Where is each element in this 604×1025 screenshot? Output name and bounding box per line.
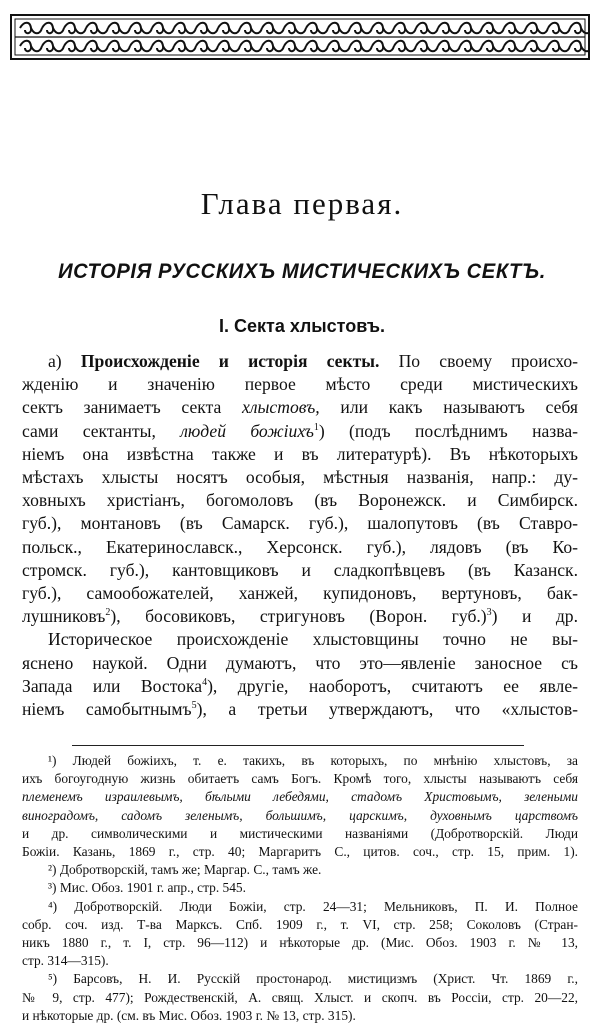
ornament-scroll bbox=[262, 23, 284, 34]
ornament-scroll bbox=[416, 23, 438, 34]
footnote-ref-4: 4 bbox=[202, 676, 208, 688]
ornament-scroll bbox=[350, 41, 372, 52]
footnote-line: собр. соч. изд. Т-ва Марксъ. Спб. 1909 г., т. VI, стр. 258; Соколовъ (Стран- bbox=[22, 916, 578, 932]
ornament-scroll bbox=[570, 23, 590, 34]
footnote-line: стр. 314—315). bbox=[22, 953, 109, 969]
ornament-scroll bbox=[20, 23, 42, 34]
ornament-scroll bbox=[152, 23, 174, 34]
ornament-scroll bbox=[196, 23, 218, 34]
ornament-scroll bbox=[86, 23, 108, 34]
ornament-scroll bbox=[482, 41, 504, 52]
ornament-scroll bbox=[350, 23, 372, 34]
ornament-scroll bbox=[42, 41, 64, 52]
ornament-scroll bbox=[240, 41, 262, 52]
ornament-scroll bbox=[328, 41, 350, 52]
ornament-scroll bbox=[262, 41, 284, 52]
footnote-line: ¹) Людей божіихъ, т. е. такихъ, въ которыхъ, по мнѣнію хлыстовъ, за bbox=[48, 753, 578, 768]
ornament-scroll bbox=[108, 23, 130, 34]
ornament-scroll bbox=[196, 41, 218, 52]
footnote-line: и нѣкоторые др. (см. въ Мис. Обоз. 1903 г. № 13, стр. 315). bbox=[22, 1007, 356, 1023]
ornament-scroll bbox=[438, 23, 460, 34]
text-line: яснено наукой. Одни думаютъ, что это—явленіе заносное съ bbox=[22, 652, 578, 673]
ornament-scroll bbox=[130, 23, 152, 34]
ornament-scroll bbox=[306, 41, 328, 52]
text-line: ховныхъ христіанъ, богомоловъ (въ Воронежск. и Симбирск. bbox=[22, 490, 578, 511]
main-text bbox=[22, 350, 578, 721]
ornament-scroll bbox=[328, 23, 350, 34]
ornament-scroll bbox=[504, 23, 526, 34]
text-line: ніемъ самобытнымъ$^5$), а третьи утверждаютъ, что «хлыстов- bbox=[22, 699, 578, 720]
footnote-ref-1: 1 bbox=[313, 421, 319, 433]
ornament-scroll bbox=[504, 41, 526, 52]
ornament-scroll bbox=[416, 41, 438, 52]
ornament-scroll bbox=[218, 41, 240, 52]
ornament-scroll bbox=[394, 41, 416, 52]
footnote-ref-2: 2 bbox=[105, 607, 111, 619]
footnote-ref-3: 3 bbox=[486, 607, 492, 619]
ornament-scroll bbox=[372, 23, 394, 34]
section-heading: I. Секта хлыстовъ. bbox=[219, 316, 385, 336]
ornament-scroll bbox=[526, 23, 548, 34]
footnote-line: никъ 1880 г., т. I, стр. 96—112) и нѣкоторые др. (Мис. Обоз. 1903 г. № 13, bbox=[22, 935, 578, 951]
text-line: губ.), монтановъ (въ Самарск. губ.), шалопутовъ (въ Ставро- bbox=[22, 513, 578, 534]
footnote-line: ⁴) Добротворскій. Люди Божіи, стр. 24—31; Мельниковъ, П. И. Полное bbox=[48, 898, 578, 914]
ornament-scroll bbox=[218, 23, 240, 34]
text-line: ніемъ она извѣстна также и въ литературѣ). Въ нѣкоторыхъ bbox=[22, 443, 578, 464]
ornament-scroll bbox=[570, 41, 590, 52]
footnote-line: ихъ богоугодную жизнь обитаетъ самъ Богъ. Кромѣ того, хлысты называютъ себя bbox=[22, 771, 578, 787]
footnote-line: ²) Добротворскій, тамъ же; Маргар. С., тамъ же. bbox=[48, 862, 322, 878]
ornament-scroll bbox=[130, 41, 152, 52]
text-line: губ.), самообожателей, ханжей, купидоновъ, вертуновъ, бак- bbox=[22, 583, 578, 604]
ornament-scroll bbox=[548, 41, 570, 52]
text-line: сектъ занимаетъ секта хлыстовъ, или какъ называютъ себя bbox=[22, 397, 578, 418]
ornament-scroll bbox=[284, 41, 306, 52]
ornament-scroll bbox=[86, 41, 108, 52]
ornament-scroll bbox=[64, 41, 86, 52]
text-line: жденію и значенію первое мѣсто среди мистическихъ bbox=[22, 374, 578, 395]
text-line: сами сектанты, людей божіихъ$^1$) (подъ послѣднимъ назва- bbox=[22, 420, 578, 441]
ornament-scroll bbox=[174, 41, 196, 52]
ornament-scroll bbox=[460, 23, 482, 34]
chapter-heading: Глава первая. bbox=[200, 186, 404, 221]
footnote-line: ⁵) Барсовъ, Н. И. Русскій простонарод. мистицизмъ (Христ. Чт. 1869 г., bbox=[48, 971, 578, 987]
ornament-scroll bbox=[526, 41, 548, 52]
footnote-line: племенемъ израилевымъ, бѣлыми лебедями, стадомъ Христовымъ, зелеными bbox=[22, 789, 578, 805]
text-line: лушниковъ$^2$), босовиковъ, стригуновъ (Ворон. губ.)$^3$) и др. bbox=[22, 606, 578, 627]
footnotes bbox=[22, 752, 578, 1025]
ornament-scroll bbox=[174, 23, 196, 34]
text-line: мѣстахъ хлысты носятъ особыя, мѣстныя названія, напр.: ду- bbox=[22, 467, 578, 488]
footnote-line: и др. символическими и мистическими названіями (Добротворскій. Люди bbox=[22, 825, 578, 841]
decorative-ornament-band bbox=[10, 14, 590, 60]
text-line: Историческое происхожденіе хлыстовщины точно не вы- bbox=[48, 629, 578, 650]
ornament-scroll bbox=[306, 23, 328, 34]
ornament-scroll bbox=[482, 23, 504, 34]
page-title: ИСТОРІЯ РУССКИХЪ МИСТИЧЕСКИХЪ СЕКТЪ. bbox=[58, 260, 546, 283]
footnote-line: Божіи. Казань, 1869 г., стр. 40; Маргаритъ С., цитов. соч., стр. 15, прим. 1). bbox=[22, 844, 578, 860]
footnote-divider bbox=[72, 745, 524, 746]
ornament-scroll bbox=[42, 23, 64, 34]
ornament-scroll bbox=[394, 23, 416, 34]
text-line: Запада или Востока$^4$), другіе, наоборотъ, считаютъ ее явле- bbox=[22, 675, 578, 696]
text-line: стромск. губ.), кантовщиковъ и сладкопѣвцевъ (въ Казанск. bbox=[22, 559, 578, 580]
ornament-scroll bbox=[372, 41, 394, 52]
footnote-line: виноградомъ, садомъ зеленымъ, большимъ, царскимъ, духовнымъ царствомъ bbox=[22, 807, 578, 823]
ornament-scroll bbox=[460, 41, 482, 52]
text-line: польск., Екатеринославск., Херсонск. губ.), лядовъ (въ Ко- bbox=[22, 536, 578, 557]
footnote-line: № 9, стр. 477); Рождественскій, А. свящ. Хлыст. и скопч. въ Россіи, стр. 20—22, bbox=[22, 989, 578, 1005]
ornament-scroll bbox=[284, 23, 306, 34]
ornament-scroll bbox=[240, 23, 262, 34]
ornament-scroll bbox=[20, 41, 42, 52]
ornament-scroll bbox=[548, 23, 570, 34]
ornament-scroll bbox=[64, 23, 86, 34]
ornament-scroll bbox=[438, 41, 460, 52]
ornament-scroll bbox=[152, 41, 174, 52]
ornament-scroll bbox=[108, 41, 130, 52]
text-line: а) Происхожденіе и исторія секты. По своему происхо- bbox=[48, 351, 578, 371]
footnote-line: ³) Мис. Обоз. 1901 г. апр., стр. 545. bbox=[48, 880, 246, 896]
footnote-ref-5: 5 bbox=[191, 700, 197, 712]
